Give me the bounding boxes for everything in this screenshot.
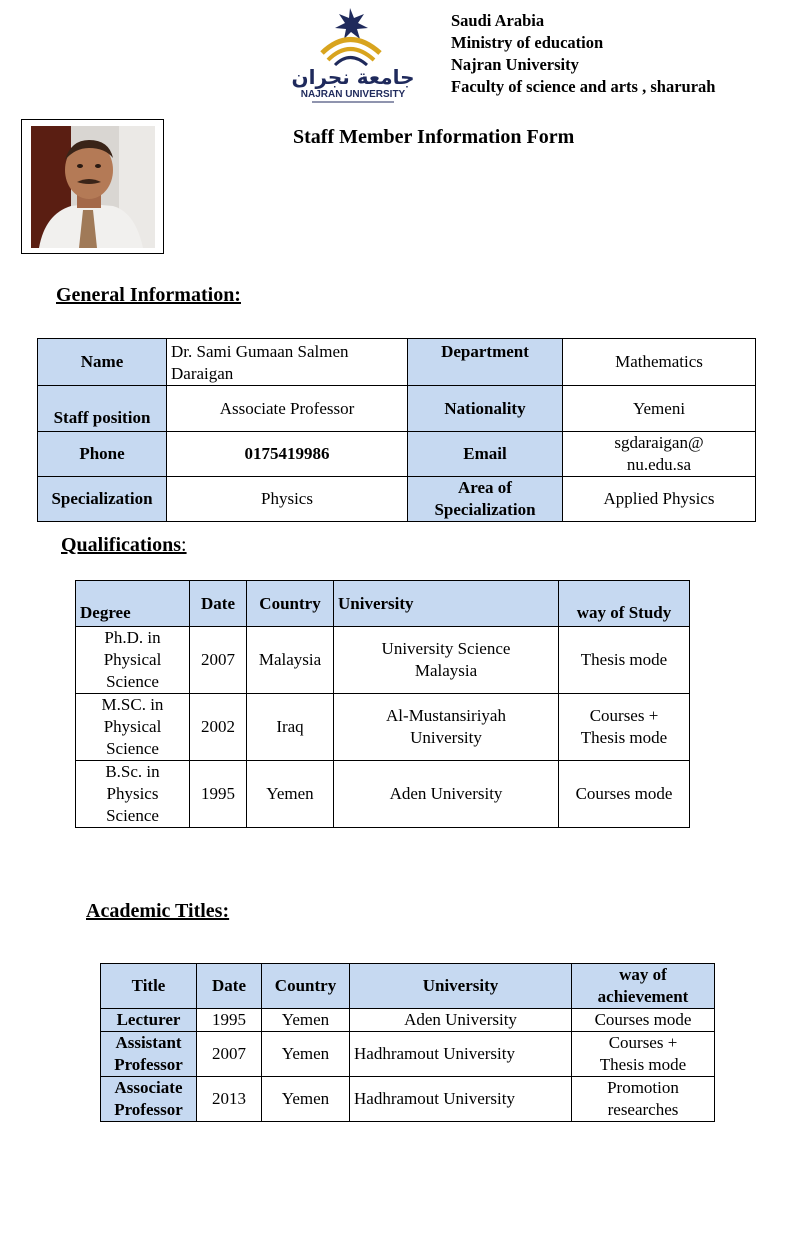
header-university: University	[334, 581, 559, 627]
label-email: Email	[408, 432, 563, 477]
table-row	[38, 386, 756, 432]
cell-way: Courses mode	[559, 761, 690, 828]
cell-university: Hadhramout University	[350, 1032, 572, 1077]
cell-way: Courses + Thesis mode	[559, 694, 690, 761]
table-row	[76, 694, 690, 761]
header-date: Date	[190, 581, 247, 627]
cell-country: Iraq	[247, 694, 334, 761]
cell-way: Courses + Thesis mode	[572, 1032, 715, 1077]
header-line-country: Saudi Arabia	[451, 11, 545, 30]
value-department: Mathematics	[563, 339, 756, 386]
header-degree: Degree	[76, 581, 190, 627]
value-name: Dr. Sami Gumaan Salmen Daraigan	[167, 339, 408, 386]
label-nationality: Nationality	[408, 386, 563, 432]
general-information-heading: General Information:	[56, 284, 241, 306]
qualifications-heading	[61, 534, 187, 557]
cell-date: 2007	[197, 1032, 262, 1077]
academic-titles-table	[100, 963, 715, 1122]
cell-title: Associate Professor	[101, 1077, 197, 1122]
qualifications-table	[75, 580, 690, 828]
label-phone: Phone	[38, 432, 167, 477]
cell-title: Assistant Professor	[101, 1032, 197, 1077]
label-name: Name	[38, 339, 167, 386]
qualifications-heading-colon: :	[181, 534, 187, 556]
cell-country: Yemen	[262, 1077, 350, 1122]
cell-date: 1995	[197, 1009, 262, 1032]
cell-date: 1995	[190, 761, 247, 828]
label-area-of-specialization: Area of Specialization	[408, 477, 563, 522]
cell-university: Aden University	[334, 761, 559, 828]
value-staff-position: Associate Professor	[167, 386, 408, 432]
table-row	[38, 477, 756, 522]
cell-date: 2013	[197, 1077, 262, 1122]
table-row	[76, 627, 690, 694]
label-department: Department	[408, 339, 563, 386]
cell-way: Promotion researches	[572, 1077, 715, 1122]
header-country: Country	[247, 581, 334, 627]
table-row	[76, 761, 690, 828]
header-way-of-achievement: way of achievement	[572, 964, 715, 1009]
table-row	[38, 339, 756, 386]
value-nationality: Yemeni	[563, 386, 756, 432]
cell-country: Yemen	[262, 1009, 350, 1032]
label-specialization: Specialization	[38, 477, 167, 522]
header-university: University	[350, 964, 572, 1009]
header-line-ministry: Ministry of education	[451, 33, 604, 52]
header-title: Title	[101, 964, 197, 1009]
header-line-faculty: Faculty of science and arts , sharurah	[451, 77, 716, 96]
value-specialization: Physics	[167, 477, 408, 522]
value-area-of-specialization: Applied Physics	[563, 477, 756, 522]
table-row	[101, 1077, 715, 1122]
cell-country: Yemen	[262, 1032, 350, 1077]
cell-degree: Ph.D. in Physical Science	[76, 627, 190, 694]
table-row	[101, 1032, 715, 1077]
table-row	[38, 432, 756, 477]
cell-university: Aden University	[350, 1009, 572, 1032]
cell-title: Lecturer	[101, 1009, 197, 1032]
logo-arabic-text: جامعة نجران	[292, 65, 414, 89]
cell-way: Thesis mode	[559, 627, 690, 694]
label-staff-position: Staff position	[38, 386, 167, 432]
header-line-university: Najran University	[451, 55, 579, 74]
header-country: Country	[262, 964, 350, 1009]
cell-university: Hadhramout University	[350, 1077, 572, 1122]
table-row	[76, 581, 690, 627]
staff-photo-frame	[21, 119, 164, 254]
logo-english-text: NAJRAN UNIVERSITY	[300, 89, 406, 100]
cell-degree: B.Sc. in Physics Science	[76, 761, 190, 828]
academic-titles-heading: Academic Titles:	[86, 900, 230, 922]
table-row	[101, 1009, 715, 1032]
star-icon	[335, 8, 368, 39]
cell-date: 2002	[190, 694, 247, 761]
header-way-of-study: way of Study	[559, 581, 690, 627]
cell-country: Yemen	[247, 761, 334, 828]
qualifications-heading-text: Qualifications	[61, 534, 182, 556]
cell-university: University Science Malaysia	[334, 627, 559, 694]
cell-date: 2007	[190, 627, 247, 694]
table-row	[101, 964, 715, 1009]
value-email: sgdaraigan@ nu.edu.sa	[563, 432, 756, 477]
cell-country: Malaysia	[247, 627, 334, 694]
cell-way: Courses mode	[572, 1009, 715, 1032]
staff-photo	[31, 126, 155, 248]
cell-degree: M.SC. in Physical Science	[76, 694, 190, 761]
cell-university: Al-Mustansiriyah University	[334, 694, 559, 761]
header-date: Date	[197, 964, 262, 1009]
najran-university-logo	[292, 8, 414, 108]
general-information-table	[37, 338, 756, 522]
value-phone: 0175419986	[167, 432, 408, 477]
header-institution-lines	[451, 10, 715, 98]
form-title: Staff Member Information Form	[293, 126, 575, 148]
